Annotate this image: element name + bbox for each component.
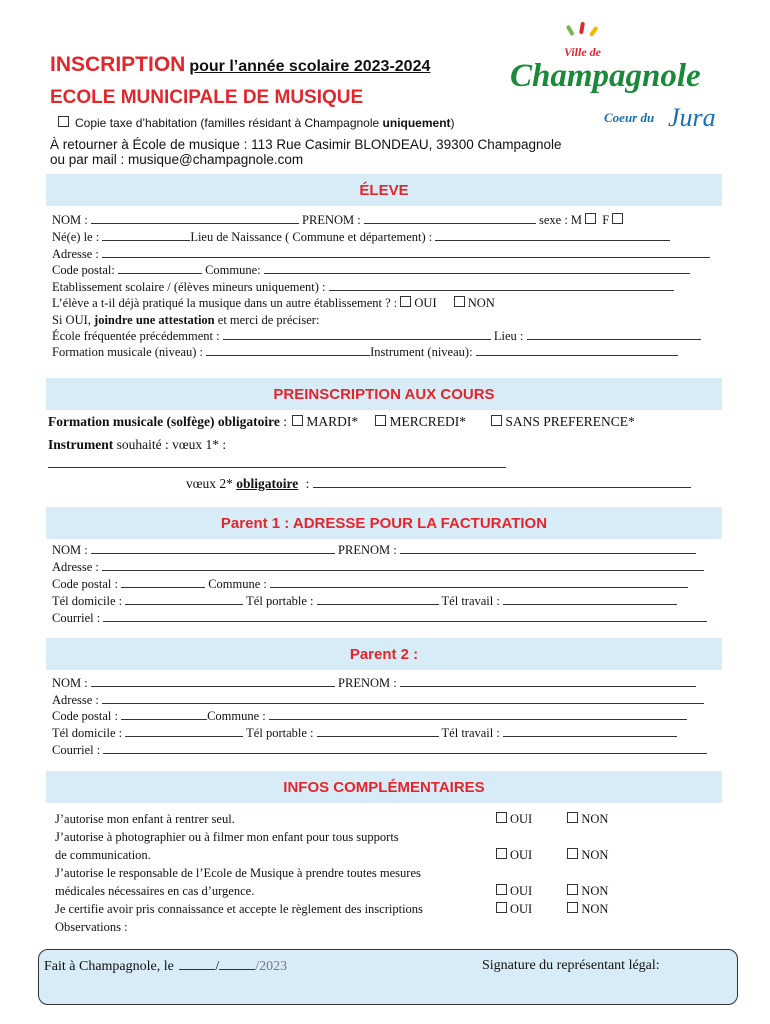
fait-a-label: Fait à Champagnole, le — [44, 959, 174, 974]
fm-row — [48, 414, 635, 430]
infos-l5: médicales nécessaires en cas d’urgence. — [55, 884, 255, 898]
p2-tel-port-label: Tél portable : — [246, 726, 314, 740]
p2-tel-row — [52, 725, 677, 741]
eleve-nom-label: NOM : — [52, 213, 88, 227]
voeux1-label: souhaité : vœux 1* : — [116, 437, 227, 452]
p1-courriel-field[interactable] — [103, 610, 707, 622]
logo-coeur-du: Coeur du — [604, 110, 655, 125]
p1-commune-label: Commune : — [208, 577, 267, 591]
q2-oui-checkbox[interactable] — [496, 848, 507, 859]
eleve-si-oui-row — [52, 312, 319, 328]
infos-l4: J’autorise le responsable de l’Ecole de Musique à prendre toutes mesures — [55, 866, 421, 880]
logo-champagnole: Champagnole — [510, 58, 701, 94]
ne-le-label: Né(e) le : — [52, 230, 100, 244]
eleve-pratique-row — [52, 295, 495, 311]
p2-tel-trav-field[interactable] — [503, 725, 677, 737]
sans-preference-checkbox[interactable] — [491, 415, 502, 426]
p1-nom-field[interactable] — [91, 542, 335, 554]
pratique-label: L’élève a t-il déjà pratiqué la musique dans un autre établissement ? : — [52, 296, 398, 310]
p2-tel-dom-label: Tél domicile : — [52, 726, 123, 740]
copy-tax-line — [58, 116, 455, 130]
ne-le-field[interactable] — [102, 229, 190, 241]
section-parent2: Parent 2 : — [46, 638, 722, 670]
instrument-label: Instrument — [48, 437, 114, 452]
school-name: ECOLE MUNICIPALE DE MUSIQUE — [50, 87, 364, 108]
copy-tax-text: Copie taxe d’habitation (familles résidant à Champagnole — [75, 116, 380, 130]
lieu2-label: Lieu : — [493, 329, 524, 343]
mercredi-label: MERCREDI* — [389, 414, 466, 429]
eleve-commune-label: Commune: — [205, 263, 261, 277]
voeux2-row — [186, 476, 691, 492]
p1-nom-row — [52, 542, 696, 558]
q1-non-checkbox[interactable] — [567, 812, 578, 823]
p1-commune-field[interactable] — [270, 576, 688, 588]
pratique-non-checkbox[interactable] — [454, 296, 465, 307]
p1-tel-trav-label: Tél travail : — [441, 594, 500, 608]
p2-commune-label: Commune : — [207, 709, 266, 723]
voeux1-field[interactable] — [48, 467, 506, 468]
voeux2-field[interactable] — [313, 476, 691, 488]
date-year: /2023 — [255, 959, 288, 974]
pratique-non-label: NON — [467, 296, 495, 310]
eleve-prenom-field[interactable] — [364, 212, 536, 224]
q4-non-label: NON — [581, 902, 609, 916]
p1-prenom-label: PRENOM : — [338, 543, 397, 557]
eleve-cp-row — [52, 262, 690, 278]
signature-label: Signature du représentant légal: — [482, 958, 660, 973]
p2-courriel-row — [52, 742, 707, 758]
eleve-prenom-label: PRENOM : — [302, 213, 361, 227]
p1-courriel-label: Courriel : — [52, 611, 101, 625]
p2-courriel-label: Courriel : — [52, 743, 101, 757]
title-main: INSCRIPTION — [50, 53, 186, 76]
mardi-label: MARDI* — [306, 414, 359, 429]
eleve-sexe-label: sexe : M — [538, 213, 583, 227]
date-month-field[interactable] — [219, 958, 255, 970]
p2-nom-label: NOM : — [52, 676, 88, 690]
mercredi-checkbox[interactable] — [375, 415, 386, 426]
date-sep: / — [215, 959, 220, 974]
section-parent1: Parent 1 : ADRESSE POUR LA FACTURATION — [46, 507, 722, 539]
p1-adresse-label: Adresse : — [52, 560, 99, 574]
sans-preference-label: SANS PREFERENCE* — [505, 414, 635, 429]
p1-cp-field[interactable] — [121, 576, 205, 588]
p2-commune-field[interactable] — [269, 708, 687, 720]
section-infos: INFOS COMPLÉMENTAIRES — [46, 771, 722, 803]
ecole-prec-label: École fréquentée précédemment : — [52, 329, 220, 343]
section-eleve: ÉLEVE — [46, 174, 722, 206]
logo-graphic — [508, 20, 730, 132]
p1-adresse-field[interactable] — [102, 559, 704, 571]
lieu-naissance-field[interactable] — [435, 229, 670, 241]
fm-label: Formation musicale (solfège) obligatoire — [48, 414, 280, 429]
p2-courriel-field[interactable] — [103, 742, 707, 754]
p1-cp-row — [52, 576, 688, 592]
q4-non-checkbox[interactable] — [567, 902, 578, 913]
p1-cp-label: Code postal : — [52, 577, 118, 591]
p1-tel-port-field[interactable] — [317, 593, 439, 605]
logo-jura: Jura — [668, 103, 716, 132]
logo-ville-de: Ville de — [564, 45, 601, 59]
infos-l7: Observations : — [55, 920, 128, 934]
p2-cp-row — [52, 708, 687, 724]
q1-oui-label: OUI — [510, 812, 533, 826]
p1-tel-trav-field[interactable] — [503, 593, 677, 605]
p2-adresse-field[interactable] — [102, 692, 704, 704]
eleve-adresse-label: Adresse : — [52, 247, 99, 261]
p1-tel-dom-label: Tél domicile : — [52, 594, 123, 608]
voeux2-obligatoire: obligatoire — [236, 476, 299, 491]
instrument-niveau-field[interactable] — [476, 344, 678, 356]
eleve-nom-row — [52, 212, 626, 228]
voeux2-label: vœux 2* — [186, 476, 233, 491]
p2-prenom-label: PRENOM : — [338, 676, 397, 690]
q3-oui-label: OUI — [510, 884, 533, 898]
si-oui-label: Si OUI, — [52, 313, 91, 327]
infos-q2-choices — [496, 847, 608, 863]
infos-l2: J’autorise à photographier ou à filmer mon enfant pour tous supports — [55, 830, 399, 844]
q2-non-label: NON — [581, 848, 609, 862]
q2-non-checkbox[interactable] — [567, 848, 578, 859]
p1-prenom-field[interactable] — [400, 542, 696, 554]
eleve-adresse-row — [52, 246, 710, 262]
ecole-prec-field[interactable] — [223, 328, 491, 340]
p2-nom-row — [52, 675, 696, 691]
section-preinscription: PREINSCRIPTION AUX COURS — [46, 378, 722, 410]
si-oui-bold: joindre une attestation — [94, 313, 215, 327]
infos-l3: de communication. — [55, 848, 151, 862]
fm-colon: : — [283, 414, 287, 429]
lieu-naissance-label: Lieu de Naissance ( Commune et département) : — [190, 230, 433, 244]
p2-tel-dom-field[interactable] — [125, 725, 243, 737]
p1-courriel-row — [52, 610, 707, 626]
instrument-niveau-label: Instrument (niveau): — [370, 345, 473, 359]
p1-nom-label: NOM : — [52, 543, 88, 557]
copy-tax-checkbox[interactable] — [58, 116, 69, 127]
q4-oui-checkbox[interactable] — [496, 902, 507, 913]
mardi-checkbox[interactable] — [292, 415, 303, 426]
eleve-etab-row — [52, 279, 674, 295]
form-title — [50, 53, 430, 77]
eleve-cp-label: Code postal: — [52, 263, 115, 277]
return-line-1: À retourner à École de musique : 113 Rue Casimir BLONDEAU, 39300 Champagnole — [50, 137, 562, 152]
p1-adresse-row — [52, 559, 704, 575]
return-address — [50, 137, 562, 167]
q3-oui-checkbox[interactable] — [496, 884, 507, 895]
q3-non-checkbox[interactable] — [567, 884, 578, 895]
sexe-f-label: F — [602, 213, 610, 227]
p2-cp-field[interactable] — [121, 708, 207, 720]
infos-q1-choices — [496, 811, 608, 827]
p2-tel-port-field[interactable] — [317, 725, 439, 737]
infos-l1: J’autorise mon enfant à rentrer seul. — [55, 812, 235, 826]
etablissement-label: Etablissement scolaire / (élèves mineurs uniquement) : — [52, 280, 326, 294]
p2-tel-trav-label: Tél travail : — [441, 726, 500, 740]
p1-tel-row — [52, 593, 677, 609]
p1-tel-dom-field[interactable] — [125, 593, 243, 605]
q1-non-label: NON — [581, 812, 609, 826]
p2-adresse-label: Adresse : — [52, 693, 99, 707]
eleve-nom-field[interactable] — [91, 212, 299, 224]
instrument-row — [48, 437, 226, 453]
p2-adresse-row — [52, 692, 704, 708]
copy-tax-end: ) — [450, 116, 455, 130]
q3-non-label: NON — [581, 884, 609, 898]
p2-nom-field[interactable] — [91, 675, 335, 687]
title-year: pour l’année scolaire 2023-2024 — [189, 58, 431, 75]
infos-l6: Je certifie avoir pris connaissance et accepte le règlement des inscriptions — [55, 902, 423, 916]
infos-q3-choices — [496, 883, 608, 899]
q4-oui-label: OUI — [510, 902, 533, 916]
eleve-commune-field[interactable] — [264, 262, 690, 274]
fait-a-row — [44, 958, 287, 975]
q1-oui-checkbox[interactable] — [496, 812, 507, 823]
p2-prenom-field[interactable] — [400, 675, 696, 687]
date-day-field[interactable] — [179, 958, 215, 970]
copy-tax-bold: uniquement — [382, 116, 451, 130]
p2-cp-label: Code postal : — [52, 709, 118, 723]
sexe-m-checkbox[interactable] — [585, 213, 596, 224]
lieu2-field[interactable] — [527, 328, 701, 340]
eleve-ecole-prec-row — [52, 328, 701, 344]
eleve-formation-row — [52, 344, 678, 360]
q2-oui-label: OUI — [510, 848, 533, 862]
p1-tel-port-label: Tél portable : — [246, 594, 314, 608]
eleve-naissance-row — [52, 229, 670, 245]
voeux2-colon: : — [305, 476, 310, 491]
infos-q4-choices — [496, 901, 608, 917]
sexe-f-checkbox[interactable] — [612, 213, 623, 224]
etablissement-field[interactable] — [329, 279, 674, 291]
formation-niveau-label: Formation musicale (niveau) : — [52, 345, 204, 359]
formation-niveau-field[interactable] — [206, 344, 370, 356]
eleve-adresse-field[interactable] — [102, 246, 710, 258]
eleve-cp-field[interactable] — [118, 262, 202, 274]
return-line-2: ou par mail : musique@champagnole.com — [50, 152, 304, 167]
pratique-oui-label: OUI — [414, 296, 437, 310]
si-oui-end: et merci de préciser: — [217, 313, 320, 327]
champagnole-logo — [508, 20, 730, 132]
pratique-oui-checkbox[interactable] — [400, 296, 411, 307]
